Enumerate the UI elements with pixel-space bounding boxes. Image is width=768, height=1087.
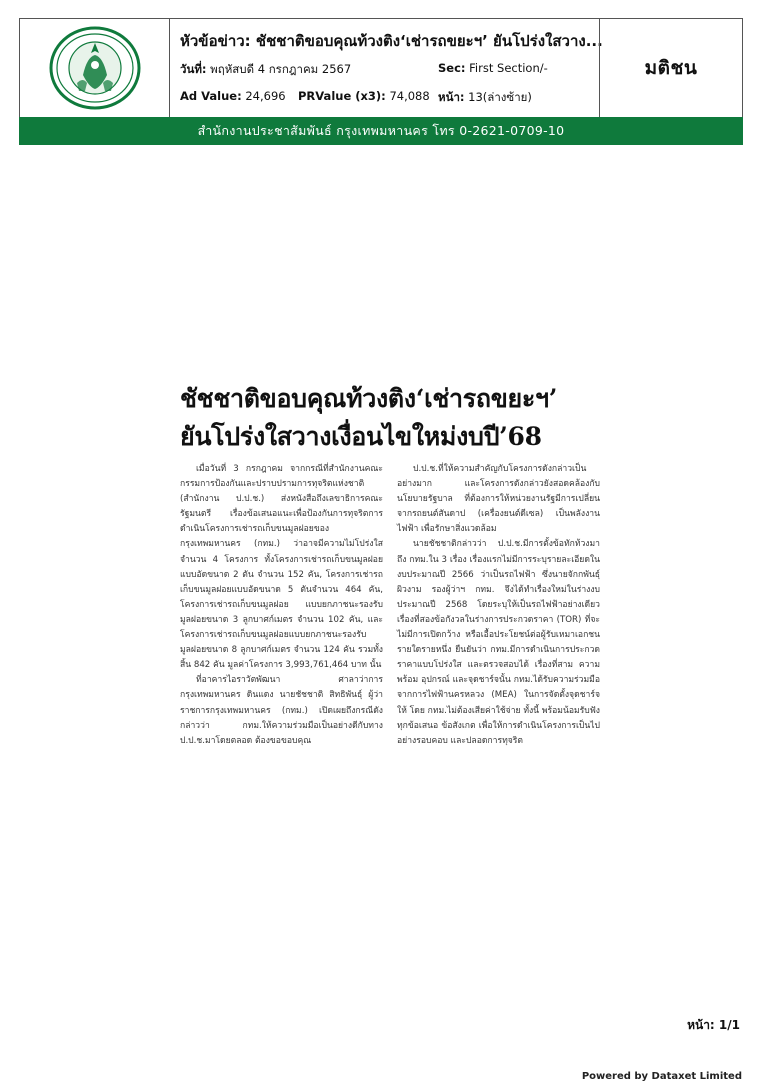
powered-by: Powered by Dataxet Limited bbox=[581, 1071, 742, 1082]
pr-value-label: PRValue (x3): bbox=[298, 89, 386, 103]
section-value: First Section/- bbox=[469, 61, 548, 75]
article-column-1 bbox=[180, 462, 383, 749]
ad-value-row bbox=[180, 89, 286, 103]
pr-value: 74,088 bbox=[389, 89, 430, 103]
page-value: 13(ล่างซ้าย) bbox=[468, 90, 532, 104]
clipping-info bbox=[180, 19, 610, 117]
logo-box bbox=[20, 19, 170, 117]
ad-value: 24,696 bbox=[245, 89, 286, 103]
paragraph: นายชัชชาติกล่าวว่า ป.ป.ช.มีการตั้งข้อทักท้วงมาถึง กทม.ใน 3 เรื่อง เรื่องแรกไม่มีการระบุรายละเอียดในงบประมาณปี 2566 ว่าเป็นรถไฟฟ้า ซึ่งนายจักกพันธุ์ ผิวงาม รองผู้ว่าฯ กทม. จึงได้ทำเรื่องใหม่ในร่างงบประมาณปี 2568 โดยระบุให้เป็นรถไฟฟ้าอย่างเดียว เรื่องที่สองข้อกังวลในร่างการประกวดราคา (TOR) ที่จะไม่มีการเปิดกว้าง หรือเอื้อประโยชน์ต่อผู้รับเหมาเอกชนรายใดรายหนึ่ง ยืนยันว่า กทม.มีการดำเนินการประกวดราคาแบบโปร่งใส และตรวจสอบได้ เรื่องที่สาม ความพร้อม อุปกรณ์ และจุดชาร์จนั้น กทม.ได้รับความร่วมมือจากการไฟฟ้านครหลวง (MEA) ในการจัดตั้งจุดชาร์จให้ โดย กทม.ไม่ต้องเสียค่าใช้จ่าย ทั้งนี้ พร้อมน้อมรับฟังทุกข้อเสนอ ข้อสังเกต เพื่อให้การดำเนินโครงการเป็นไปอย่างรอบคอบ และปลอดการทุจริต bbox=[397, 539, 600, 746]
paragraph: ที่อาคารไอราวัตพัฒนา ศาลาว่าการกรุงเทพมหานคร ดินแดง นายชัชชาติ สิทธิพันธุ์ ผู้ว่าราชการกรุงเทพมหานคร (กทม.) เปิดเผยถึงกรณีดังกล่าวว่า กทม.ให้ความร่วมมือเป็นอย่างดีกับทาง ป.ป.ช.มาโดยตลอด ต้องขอขอบคุณ bbox=[180, 675, 383, 746]
pr-value-row bbox=[298, 89, 430, 103]
section-label: Sec: bbox=[438, 61, 466, 75]
article-column-2 bbox=[397, 462, 600, 749]
page-row bbox=[438, 89, 532, 107]
publication-name: มติชน bbox=[599, 19, 742, 117]
article-title-line1: ชัชชาติขอบคุณท้วงติง‘เช่ารถขยะฯ’ bbox=[180, 384, 558, 413]
headline-label: หัวข้อข่าว: bbox=[180, 32, 251, 50]
ad-value-label: Ad Value: bbox=[180, 89, 242, 103]
clipping-header bbox=[19, 18, 743, 118]
date-row bbox=[180, 61, 351, 79]
date-label: วันที่: bbox=[180, 62, 207, 76]
paragraph: ป.ป.ช.ที่ให้ความสำคัญกับโครงการดังกล่าวเป็นอย่างมาก และโครงการดังกล่าวยังสอดคล้องกับนโยบายรัฐบาล ที่ต้องการให้หน่วยงานรัฐมีการเปลี่ยนจากรถยนต์สันดาป (เครื่องยนต์ดีเซล) เป็นพลังงานไฟฟ้า เพื่อรักษาสิ่งแวดล้อม bbox=[397, 464, 600, 535]
headline-row bbox=[180, 29, 608, 53]
section-row bbox=[438, 61, 548, 75]
page-label: หน้า: bbox=[438, 90, 465, 104]
news-clipping bbox=[180, 380, 600, 835]
contact-banner: สำนักงานประชาสัมพันธ์ กรุงเทพมหานคร โทร 0-2621-0709-10 bbox=[19, 117, 743, 145]
date-value: พฤหัสบดี 4 กรกฎาคม 2567 bbox=[210, 62, 352, 76]
page-count: หน้า: 1/1 bbox=[687, 1018, 740, 1032]
headline-value: ชัชชาติขอบคุณท้วงติง‘เช่ารถขยะฯ’ ยันโปร่งใสวาง... bbox=[255, 32, 603, 50]
paragraph: เมื่อวันที่ 3 กรกฎาคม จากกรณีที่สำนักงานคณะกรรมการป้องกันและปราบปรามการทุจริตแห่งชาติ (สำนักงาน ป.ป.ช.) ส่งหนังสือถึงเลขาธิการคณะรัฐมนตรี เรื่องข้อเสนอแนะเพื่อป้องกันการทุจริตการดำเนินโครงการเช่ารถเก็บขนมูลฝอยของกรุงเทพมหานคร (กทม.) ว่าอาจมีความไม่โปร่งใสจำนวน 4 โครงการ ทั้งโครงการเช่ารถเก็บขนมูลฝอยแบบอัดขนาด 2 ตัน จำนวน 152 คัน, โครงการเช่ารถเก็บขนมูลฝอยแบบอัดขนาด 5 ตันจำนวน 464 คัน, โครงการเช่ารถเก็บขนมูลฝอย แบบยกภาชนะรองรับมูลฝอยขนาด 3 ลูกบาศก์เมตร จำนวน 102 คัน, และโครงการเช่ารถเก็บขนมูลฝอยแบบยกภาชนะรองรับมูลฝอยขนาด 8 ลูกบาศก์เมตร จำนวน 124 คัน รวมทั้งสิ้น 842 คัน มูลค่าโครงการ 3,993,761,464 บาท นั้น bbox=[180, 464, 383, 671]
bangkok-seal-logo bbox=[47, 25, 143, 111]
article-body bbox=[180, 462, 600, 749]
article-title-line2: ยันโปร่งใสวางเงื่อนไขใหม่งบปี’68 bbox=[180, 422, 542, 451]
